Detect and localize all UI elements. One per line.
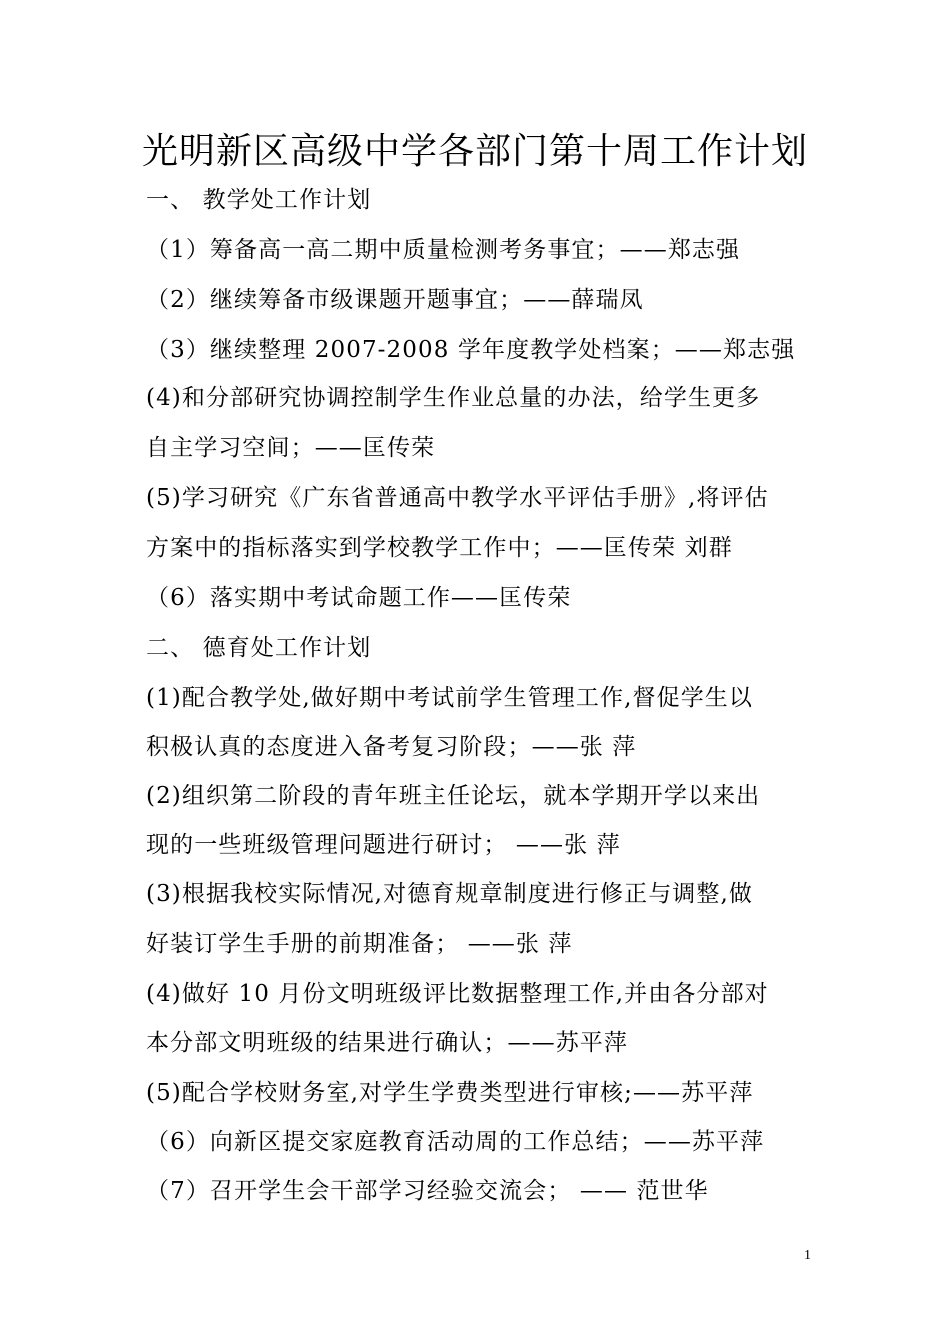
moral-item-3-cont: 好装订学生手册的前期准备； ——张 萍	[146, 931, 573, 957]
moral-item-2-cont: 现的一些班级管理问题进行研讨； ——张 萍	[146, 832, 621, 858]
page-number: 1	[804, 1248, 811, 1263]
teaching-item-1: （1）筹备高一高二期中质量检测考务事宜；——郑志强	[146, 237, 741, 263]
moral-item-1-cont: 积极认真的态度进入备考复习阶段；——张 萍	[146, 734, 637, 760]
teaching-item-6: （6）落实期中考试命题工作——匡传荣	[146, 585, 572, 611]
section-heading-teaching: 一、 教学处工作计划	[146, 187, 372, 213]
teaching-item-5: (5)学习研究《广东省普通高中教学水平评估手册》,将评估	[146, 485, 769, 511]
moral-item-1: (1)配合教学处,做好期中考试前学生管理工作,督促学生以	[146, 685, 754, 711]
teaching-item-5-cont: 方案中的指标落实到学校教学工作中；——匡传荣 刘群	[146, 535, 733, 561]
moral-item-7: （7）召开学生会干部学习经验交流会； —— 范世华	[146, 1178, 709, 1204]
moral-item-6: （6）向新区提交家庭教育活动周的工作总结；——苏平萍	[146, 1129, 765, 1155]
teaching-item-4: (4)和分部研究协调控制学生作业总量的办法，给学生更多	[146, 385, 761, 411]
moral-item-4-cont: 本分部文明班级的结果进行确认；——苏平萍	[146, 1030, 628, 1056]
moral-item-4: (4)做好 10 月份文明班级评比数据整理工作,并由各分部对	[146, 981, 769, 1007]
moral-item-5: (5)配合学校财务室,对学生学费类型进行审核;——苏平萍	[146, 1080, 754, 1106]
document-title: 光明新区高级中学各部门第十周工作计划	[141, 131, 808, 172]
moral-item-2: (2)组织第二阶段的青年班主任论坛，就本学期开学以来出	[146, 783, 761, 809]
teaching-item-2: （2）继续筹备市级课题开题事宜；——薛瑞凤	[146, 287, 644, 313]
teaching-item-3: （3）继续整理 2007-2008 学年度教学处档案；——郑志强	[146, 337, 796, 363]
teaching-item-4-cont: 自主学习空间；——匡传荣	[146, 435, 436, 461]
section-heading-moral: 二、 德育处工作计划	[146, 635, 372, 661]
moral-item-3: (3)根据我校实际情况,对德育规章制度进行修正与调整,做	[146, 881, 754, 907]
